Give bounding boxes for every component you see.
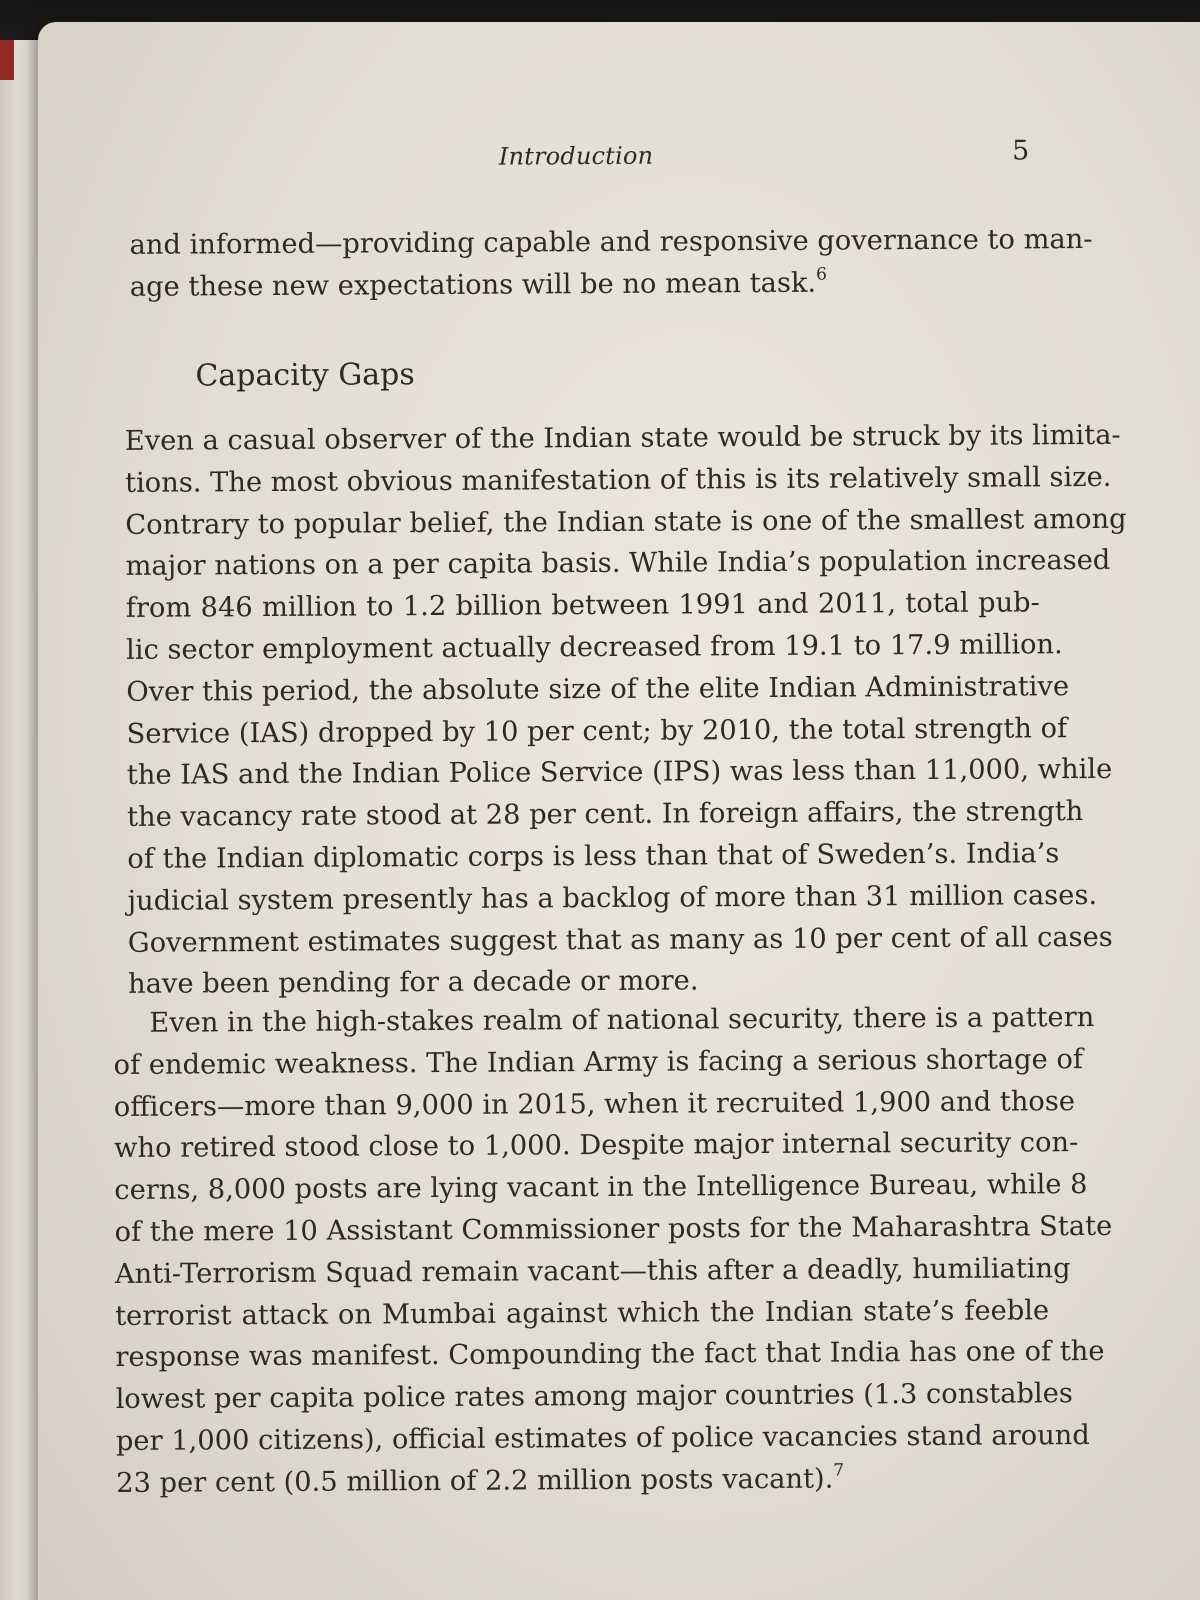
text-line: Over this period, the absolute size of the elite Indian Administrative <box>126 670 1070 708</box>
text-line: of the Indian diplomatic corps is less than that of Sweden’s. India’s <box>127 838 1060 875</box>
text-line: the IAS and the Indian Police Service (IPS) was less than 11,000, while <box>126 754 1113 792</box>
text-line: the vacancy rate stood at 28 per cent. In foreign affairs, the strength <box>127 796 1084 834</box>
text-line: per 1,000 citizens), official estimates of police vacancies stand around <box>115 1419 1090 1457</box>
text-line-content: age these new expectations will be no mean task. <box>129 267 817 303</box>
text-line <box>130 261 1033 308</box>
paragraph-continuation <box>129 219 1093 308</box>
text-line: terrorist attack on Mumbai against which the Indian state’s feeble <box>115 1294 1050 1332</box>
text-line: Even a casual observer of the Indian state would be struck by its limita- <box>124 419 1121 457</box>
page-number: 5 <box>1011 135 1030 167</box>
text-line: lic sector employment actually decreased from 19.1 to 17.9 million. <box>125 629 1063 666</box>
text-line: Anti-Terrorism Squad remain vacant—this after a deadly, humiliating <box>114 1252 1071 1290</box>
text-line-content: 23 per cent (0.5 million of 2.2 million posts vacant). <box>116 1463 834 1499</box>
footnote-marker: 7 <box>833 1460 845 1481</box>
text-line: response was manifest. Compounding the fact that India has one of the <box>115 1336 1105 1374</box>
paragraph-national-security <box>113 997 1113 1504</box>
section-heading: Capacity Gaps <box>195 357 415 394</box>
text-line: tions. The most obvious manifestation of this is its relatively small size. <box>124 461 1112 499</box>
text-line: from 846 million to 1.2 billion between 1991 and 2011, total pub- <box>125 587 1040 625</box>
text-line: of the mere 10 Assistant Commissioner posts for the Maharashtra State <box>114 1210 1113 1248</box>
text-line <box>116 1457 1050 1505</box>
text-line: major nations on a per capita basis. While India’s population increased <box>125 545 1111 583</box>
text-line: lowest per capita police rates among major countries (1.3 constables <box>115 1378 1073 1416</box>
text-line: Service (IAS) dropped by 10 per cent; by 2010, the total strength of <box>126 712 1068 750</box>
text-line: of endemic weakness. The Indian Army is facing a serious shortage of <box>113 1043 1084 1081</box>
text-line: Government estimates suggest that as many as 10 per cent of all cases <box>127 921 1113 959</box>
text-line: judicial system presently has a backlog of more than 31 million cases. <box>127 879 1098 917</box>
text-line: have been pending for a decade or more. <box>128 965 699 1001</box>
text-line: Even in the high-stakes realm of national security, there is a pattern <box>149 1001 1095 1039</box>
paragraph-capacity <box>124 415 1127 1006</box>
text-line: cerns, 8,000 posts are lying vacant in the Intelligence Bureau, while 8 <box>114 1169 1088 1207</box>
running-head: Introduction <box>498 141 654 171</box>
text-line: and informed—providing capable and responsive governance to man- <box>129 223 1093 261</box>
text-line: officers—more than 9,000 in 2015, when it recruited 1,900 and those <box>113 1085 1076 1123</box>
text-line: Contrary to popular belief, the Indian state is one of the smallest among <box>125 503 1127 541</box>
text-line: who retired stood close to 1,000. Despite major internal security con- <box>114 1127 1079 1165</box>
footnote-marker: 6 <box>816 264 827 285</box>
